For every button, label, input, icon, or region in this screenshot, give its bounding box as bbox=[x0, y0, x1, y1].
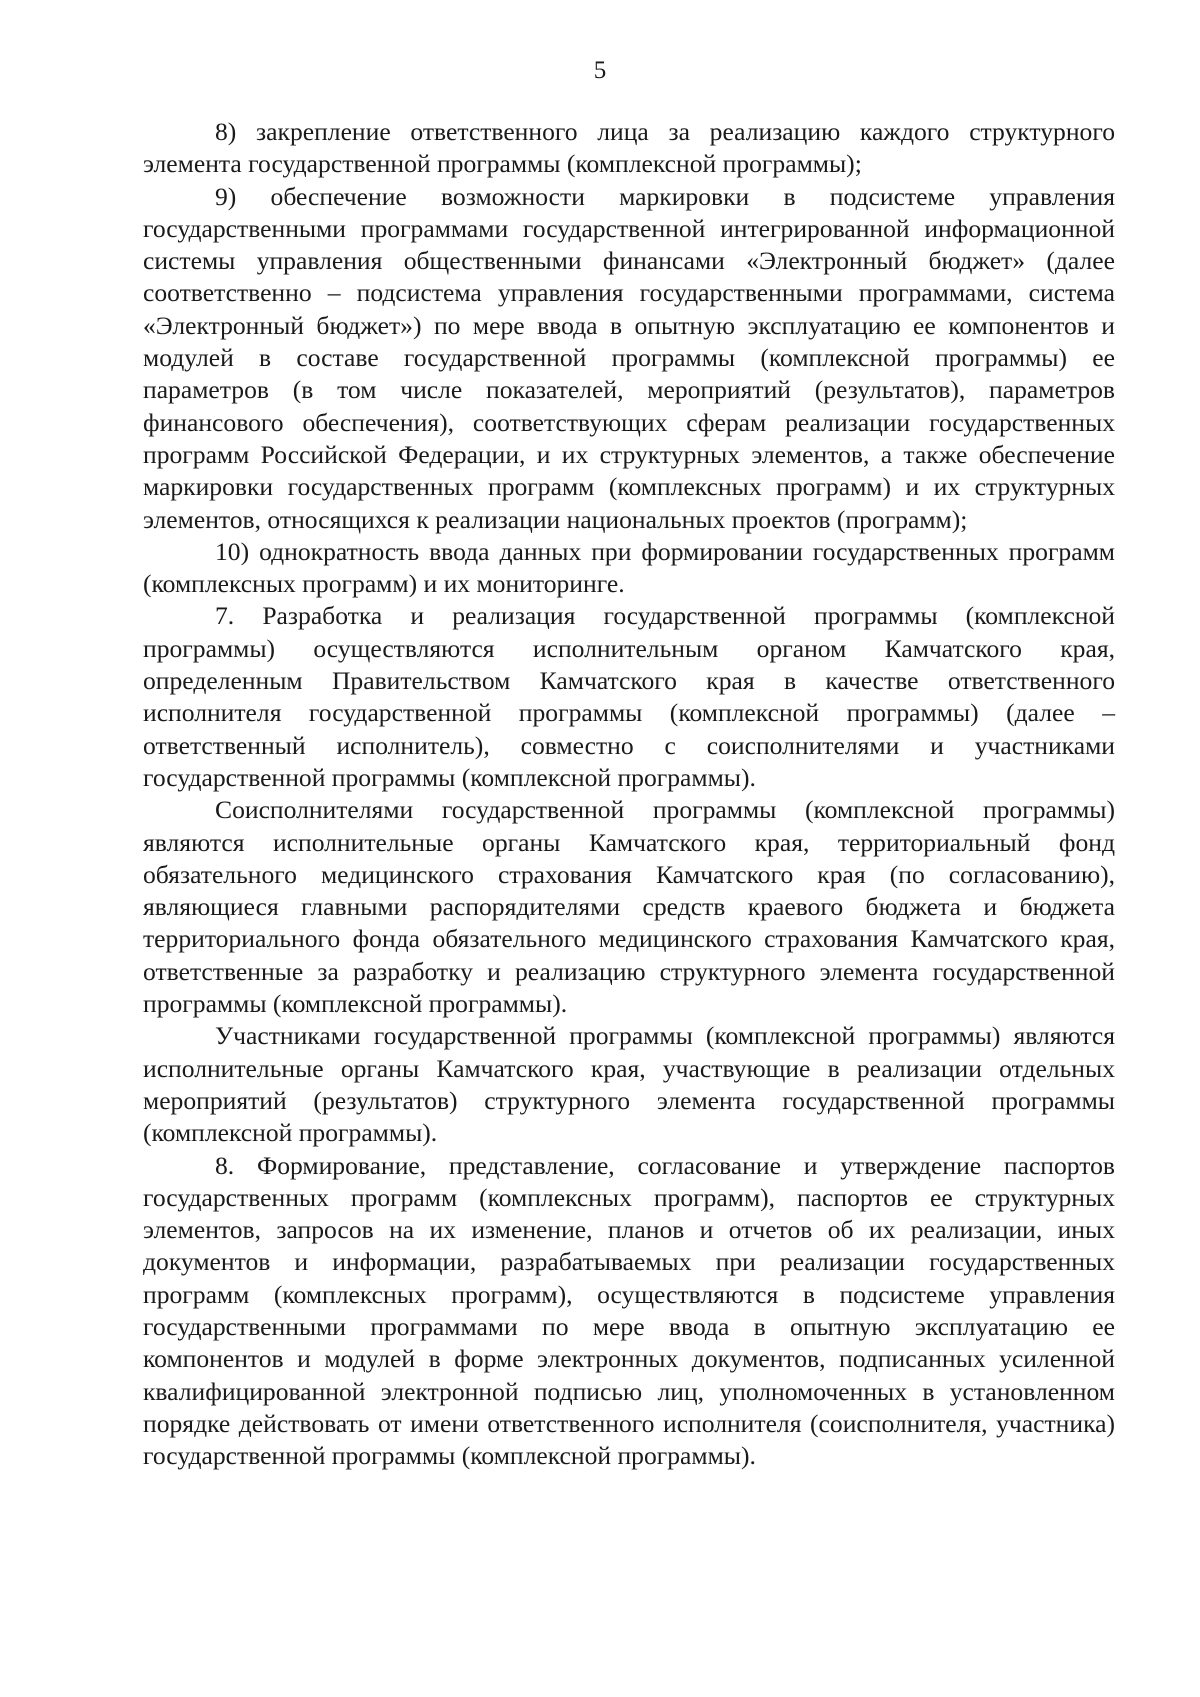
document-body bbox=[143, 116, 1115, 1472]
paragraph-item-10: 10) однократность ввода данных при формировании государственных программ (комплексных программ) и их мониторинге. bbox=[143, 536, 1115, 599]
paragraph-co-executors: Соисполнителями государственной программы (комплексной программы) являются исполнительные органы Камчатского края, территориальный фонд обязательного медицинского страхования Камчатского края (по согласованию), являющиеся главными распорядителями средств краевого бюджета и бюджета территориального фонда обязательного медицинского страхования Камчатского края, ответственные за разработку и реализацию структурного элемента государственной программы (комплексной программы). bbox=[143, 795, 1115, 1019]
paragraph-item-8: 8) закрепление ответственного лица за реализацию каждого структурного элемента государственной программы (комплексной программы); bbox=[143, 117, 1115, 179]
page-number: 5 bbox=[593, 57, 607, 84]
paragraph-clause-8: 8. Формирование, представление, согласование и утверждение паспортов государственных программ (комплексных программ), паспортов ее структурных элементов, запросов на их изменение, планов и отчетов об их реализации, иных документов и информации, разрабатываемых при реализации государственных программ (комплексных программ), осуществляются в подсистеме управления государственными программами по мере ввода в опытную эксплуатацию ее компонентов и модулей в форме электронных документов, подписанных усиленной квалифицированной электронной подписью лиц, уполномоченных в установленном порядке действовать от имени ответственного исполнителя (соисполнителя, участника) государственной программы (комплексной программы). bbox=[143, 1150, 1115, 1471]
paragraph-item-9: 9) обеспечение возможности маркировки в подсистеме управления государственными программами государственной интегрированной информационной системы управления общественными финансами «Электронный бюджет» (далее соответственно – подсистема управления государственными программами, система «Электронный бюджет») по мере ввода в опытную эксплуатацию ее компонентов и модулей в составе государственной программы (комплексной программы) ее параметров (в том числе показателей, мероприятий (результатов), параметров финансового обеспечения), соответствующих сферам реализации государственных программ Российской Федерации, и их структурных элементов, а также обеспечение маркировки государственных программ (комплексных программ) и их структурных элементов, относящихся к реализации национальных проектов (программ); bbox=[143, 181, 1115, 534]
paragraph-participants: Участниками государственной программы (комплексной программы) являются исполнительные органы Камчатского края, участвующие в реализации отдельных мероприятий (результатов) структурного элемента государственной программы (комплексной программы). bbox=[143, 1021, 1115, 1148]
paragraph-clause-7: 7. Разработка и реализация государственной программы (комплексной программы) осуществляются исполнительным органом Камчатского края, определенным Правительством Камчатского края в качестве ответственного исполнителя государственной программы (комплексной программы) (далее – ответственный исполнитель), совместно с соисполнителями и участниками государственной программы (комплексной программы). bbox=[143, 601, 1115, 792]
